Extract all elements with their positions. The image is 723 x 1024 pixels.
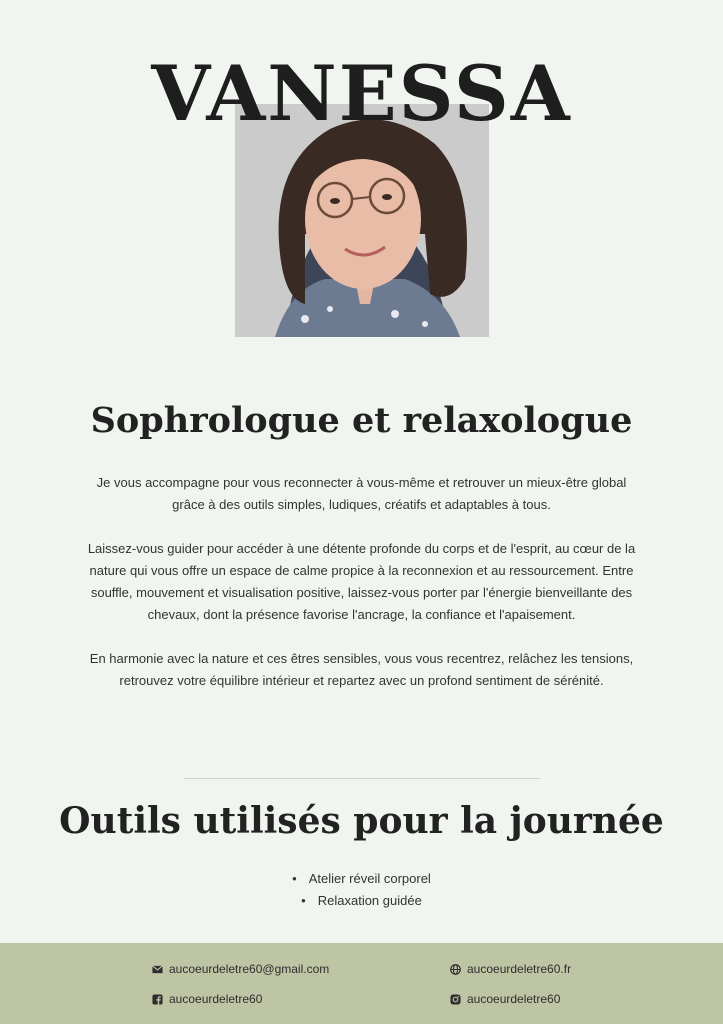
intro-paragraph: Laissez-vous guider pour accéder à une détente profonde du corps et de l'esprit, au cœur de la nature qui vous offre un espace de calme propice à la reconnexion et au ressourcement. Entre souffle, mouvement et visualisation positive, laissez-vous porter par l'énergie bienveillante des chevaux, dont la présence favorise l'ancrage, la confiance et l'apaisement. xyxy=(87,541,636,622)
contact-email[interactable] xyxy=(152,962,329,976)
intro-paragraph: Je vous accompagne pour vous reconnecter à vous-même et retrouver un mieux-être global grâce à des outils simples, ludiques, créatifs et adaptables à tous. xyxy=(96,475,627,512)
instagram-link[interactable]: aucoeurdeletre60 xyxy=(467,992,561,1006)
page-title: VANESSA xyxy=(151,49,572,138)
facebook-icon xyxy=(152,994,163,1005)
section-divider xyxy=(184,778,540,779)
tools-title: Outils utilisés pour la journée xyxy=(59,800,664,842)
profile-subtitle: Sophrologue et relaxologue xyxy=(90,400,633,441)
portrait-photo xyxy=(235,104,489,337)
list-item: • Relaxation guidée xyxy=(0,890,723,912)
tools-list xyxy=(0,868,723,912)
contact-footer xyxy=(0,943,723,1024)
list-item: • Atelier réveil corporel xyxy=(0,868,723,890)
contact-facebook[interactable] xyxy=(152,992,262,1006)
envelope-icon xyxy=(152,964,163,975)
contact-website[interactable] xyxy=(450,962,571,976)
facebook-link[interactable]: aucoeurdeletre60 xyxy=(169,992,263,1006)
intro-text xyxy=(80,472,643,714)
instagram-icon xyxy=(450,994,461,1005)
email-link[interactable]: aucoeurdeletre60@gmail.com xyxy=(169,962,330,976)
contact-instagram[interactable] xyxy=(450,992,560,1006)
globe-icon xyxy=(450,964,461,975)
website-link[interactable]: aucoeurdeletre60.fr xyxy=(467,962,572,976)
intro-paragraph: En harmonie avec la nature et ces êtres sensibles, vous vous recentrez, relâchez les tensions, retrouvez votre équilibre intérieur et repartez avec un profond sentiment de sérénité. xyxy=(89,651,634,688)
